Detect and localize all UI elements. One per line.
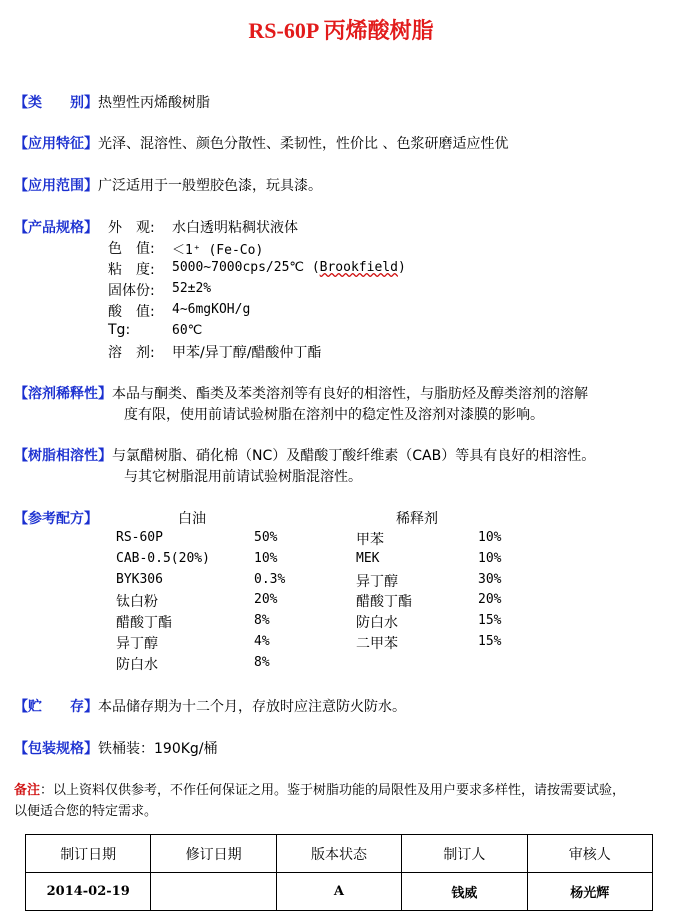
spec-solids-value: 52±2%: [172, 281, 212, 296]
category-label: 【类 别】: [14, 95, 98, 111]
features-label: 【应用特征】: [14, 136, 98, 152]
header-revised-date: 修订日期: [151, 835, 276, 873]
dilution-row: [14, 383, 588, 403]
thinner-item-name: 防白水: [356, 615, 398, 632]
white-item-name: 防白水: [116, 656, 158, 673]
white-item-name: 钛白粉: [116, 594, 158, 611]
compat-line1: 与氯醋树脂、硝化棉（NC）及醋酸丁酸纤维素（CAB）等具有良好的相溶性。: [112, 448, 596, 464]
compat-row: [14, 445, 595, 465]
value-reviewer: 杨光辉: [527, 873, 652, 911]
compat-label: 【树脂相溶性】: [14, 448, 112, 464]
packaging-value: 铁桶装：190Kg/桶: [98, 741, 218, 757]
white-paint-header: 白油: [178, 511, 206, 527]
white-item-name: CAB-0.5(20%): [116, 550, 210, 566]
thinner-item-name: 醋酸丁酯: [356, 594, 412, 611]
specs-label: 【产品规格】: [14, 220, 98, 236]
header-version: 版本状态: [276, 835, 401, 873]
white-item-name: RS-60P: [116, 530, 163, 545]
spec-appearance-name: 外 观:: [108, 220, 155, 236]
category-row: [14, 92, 210, 112]
remark-label: 备注: [14, 783, 41, 798]
packaging-label: 【包装规格】: [14, 741, 98, 757]
spec-viscosity-value: [172, 260, 406, 275]
white-item-name: 异丁醇: [116, 636, 158, 652]
thinner-item-percent: 20%: [478, 592, 502, 608]
white-item-name: 醋酸丁酯: [116, 615, 172, 632]
storage-row: [14, 696, 406, 716]
white-item-percent: 50%: [254, 530, 278, 545]
thinner-item-percent: 15%: [478, 613, 502, 629]
compat-line2: 与其它树脂混用前请试验树脂混溶性。: [124, 469, 362, 485]
value-created-date: 2014-02-19: [26, 873, 151, 911]
spec-acid-name: 酸 值:: [108, 304, 155, 320]
viscosity-range: 5000~7000cps/25℃ (: [172, 260, 320, 275]
value-revised-date: [151, 873, 276, 911]
storage-label: 【贮 存】: [14, 699, 98, 715]
thinner-item-name: MEK: [356, 550, 380, 566]
spec-viscosity-name: 粘 度:: [108, 262, 155, 278]
white-item-name: BYK306: [116, 571, 163, 587]
header-author: 制订人: [402, 835, 527, 873]
spec-solids-name: 固体份:: [108, 283, 155, 299]
white-item-percent: 4%: [254, 634, 270, 649]
signoff-value-row: [26, 873, 653, 911]
packaging-row: [14, 738, 218, 758]
viscosity-close: ): [397, 260, 406, 275]
header-reviewer: 审核人: [527, 835, 652, 873]
dilution-label: 【溶剂稀释性】: [14, 386, 112, 402]
scope-label: 【应用范围】: [14, 178, 98, 194]
scope-row: [14, 175, 322, 195]
white-item-percent: 10%: [254, 550, 278, 566]
storage-value: 本品储存期为十二个月，存放时应注意防火防水。: [98, 699, 406, 715]
spec-tg-name: Tg:: [108, 322, 131, 338]
scope-value: 广泛适用于一般塑胶色漆，玩具漆。: [98, 178, 322, 194]
dilution-line1: 本品与酮类、酯类及苯类溶剂等有良好的相溶性，与脂肪烃及醇类溶剂的溶解: [112, 386, 588, 402]
signoff-table: [25, 834, 653, 911]
thinner-item-name: 二甲苯: [356, 636, 398, 652]
thinner-header: 稀释剂: [396, 511, 438, 527]
value-version: A: [276, 873, 401, 911]
spec-appearance-value: 水白透明粘稠状液体: [172, 220, 298, 236]
dilution-line2: 度有限，使用前请试验树脂在溶剂中的稳定性及溶剂对漆膜的影响。: [124, 407, 544, 423]
remark-row: [14, 779, 625, 798]
signoff-header-row: [26, 835, 653, 873]
features-value: 光泽、混溶性、颜色分散性、柔韧性，性价比 、色浆研磨适应性优: [98, 136, 509, 152]
remark-line1: ：以上资料仅供参考，不作任何保证之用。鉴于树脂功能的局限性及用户要求多样性，请按需要试验，: [40, 783, 626, 798]
page-title: RS-60P 丙烯酸树脂: [248, 18, 434, 43]
white-item-percent: 8%: [254, 654, 270, 670]
thinner-item-percent: 10%: [478, 530, 502, 545]
spec-solvent-value: 甲苯/异丁醇/醋酸仲丁酯: [172, 345, 322, 361]
remark-line2: 以便适合您的特定需求。: [14, 804, 158, 819]
spec-acid-value: 4~6mgKOH/g: [172, 302, 251, 317]
viscosity-method: Brookfield: [319, 260, 398, 275]
category-value: 热塑性丙烯酸树脂: [98, 95, 210, 111]
thinner-item-percent: 10%: [478, 550, 502, 566]
spec-tg-value: 60℃: [172, 323, 203, 338]
thinner-item-percent: 15%: [478, 634, 502, 649]
thinner-item-name: 异丁醇: [356, 573, 398, 590]
header-created-date: 制订日期: [26, 835, 151, 873]
thinner-item-name: 甲苯: [356, 532, 384, 548]
value-author: 钱威: [402, 873, 527, 911]
spec-solvent-name: 溶 剂:: [108, 345, 155, 361]
spec-color-value: ＜1⁺ (Fe-Co): [172, 243, 264, 258]
white-item-percent: 20%: [254, 592, 278, 608]
features-row: [14, 133, 508, 153]
white-item-percent: 0.3%: [254, 571, 286, 587]
spec-color-name: 色 值:: [108, 241, 155, 257]
white-item-percent: 8%: [254, 613, 270, 629]
formula-label: 【参考配方】: [14, 511, 98, 527]
thinner-item-percent: 30%: [478, 571, 502, 587]
